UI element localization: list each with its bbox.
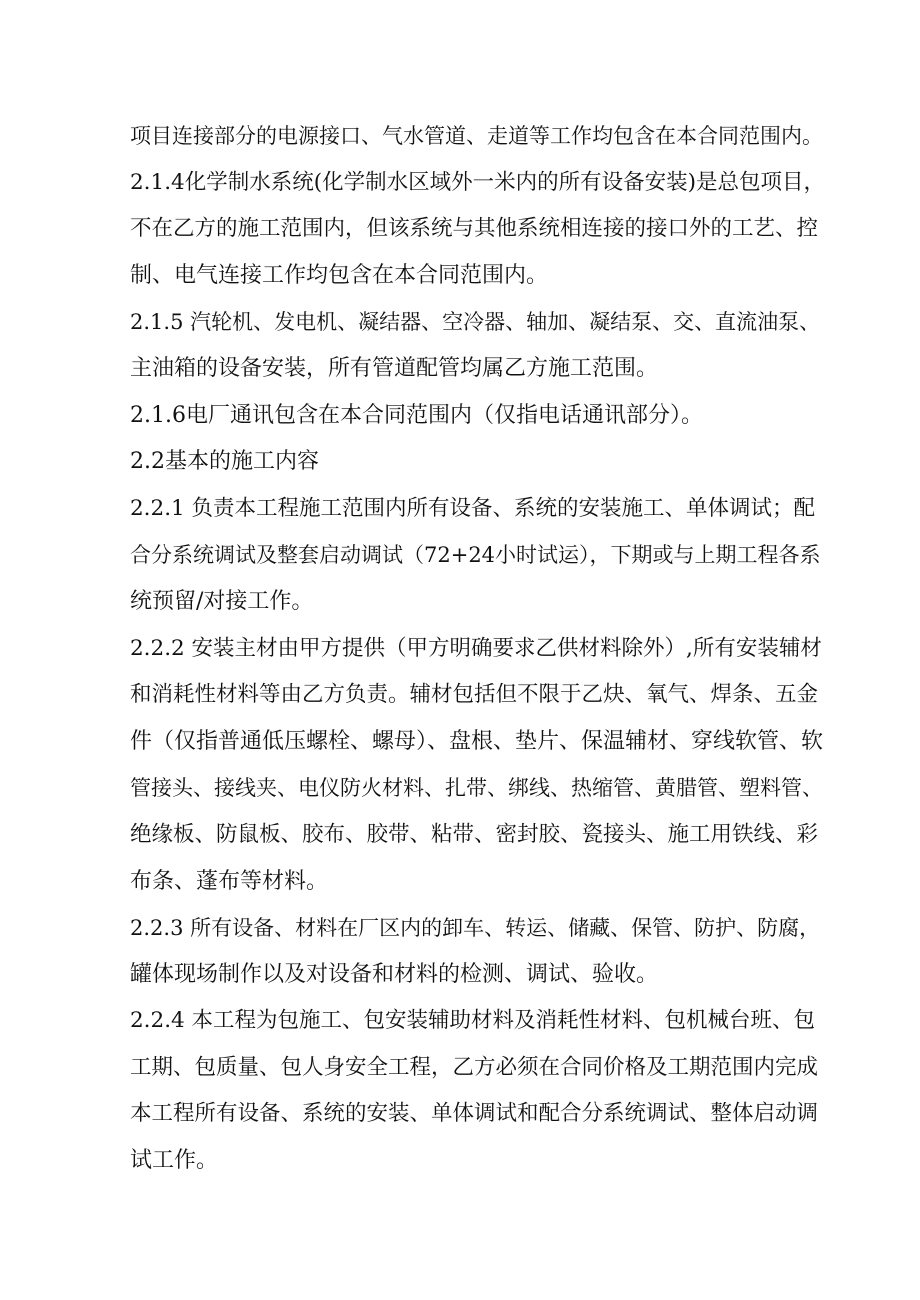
text-line-22: 本工程所有设备、系统的安装、单体调试和配合分系统调试、整体启动调 [130, 1101, 819, 1127]
text-line-20: 2.2.4 本工程为包施工、包安装辅助材料及消耗性材料、包机械台班、包 [130, 1008, 816, 1034]
text-line-1: 项目连接部分的电源接口、气水管道、走道等工作均包含在本合同范围内。 [130, 124, 823, 148]
text-line-13: 和消耗性材料等由乙方负责。辅材包括但不限于乙炔、氧气、焊条、五金 [130, 682, 819, 708]
text-line-9: 2.2.1 负责本工程施工范围内所有设备、系统的安装施工、单体调试；配 [130, 495, 816, 521]
text-line-23: 试工作。 [130, 1148, 219, 1174]
text-line-15: 管接头、接线夹、电仪防火材料、扎带、绑线、热缩管、黄腊管、塑料管、 [130, 776, 823, 801]
text-line-2: 2.1.4化学制水系统(化学制水区域外一米内的所有设备安装)是总包项目， [130, 169, 825, 195]
text-line-12: 2.2.2 安装主材由甲方提供（甲方明确要求乙供材料除外）,所有安装辅材 [130, 635, 822, 661]
text-line-10: 合分系统调试及整套启动调试（72+24小时试运），下期或与上期工程各系 [130, 543, 821, 568]
section-heading: 2.2基本的施工内容 [130, 449, 319, 475]
text-line-17: 布条、蓬布等材料。 [130, 868, 329, 894]
text-line-19: 罐体现场制作以及对设备和材料的检测、调试、验收。 [130, 961, 659, 987]
text-line-14: 件（仅指普通低压螺栓、螺母）、盘根、垫片、保温辅材、穿线软管、软 [130, 728, 824, 754]
document-page [130, 113, 830, 1185]
text-line-21: 工期、包质量、包人身安全工程，乙方必须在合同价格及工期范围内完成 [130, 1054, 819, 1080]
text-line-16: 绝缘板、防鼠板、胶布、胶带、粘带、密封胶、瓷接头、施工用铁线、彩 [130, 821, 819, 847]
text-line-3: 不在乙方的施工范围内，但该系统与其他系统相连接的接口外的工艺、控 [130, 216, 819, 242]
text-line-5: 2.1.5 汽轮机、发电机、凝结器、空冷器、轴加、凝结泵、交、直流油泵、 [130, 310, 821, 335]
text-line-11: 统预留/对接工作。 [130, 588, 314, 614]
text-line-4: 制、电气连接工作均包含在本合同范围内。 [130, 262, 549, 288]
text-line-6: 主油箱的设备安装，所有管道配管均属乙方施工范围。 [130, 355, 659, 381]
text-line-7: 2.1.6电厂通讯包含在本合同范围内（仅指电话通讯部分）。 [130, 402, 703, 428]
text-line-18: 2.2.3 所有设备、材料在厂区内的卸车、转运、储藏、保管、防护、防腐， [130, 916, 821, 941]
